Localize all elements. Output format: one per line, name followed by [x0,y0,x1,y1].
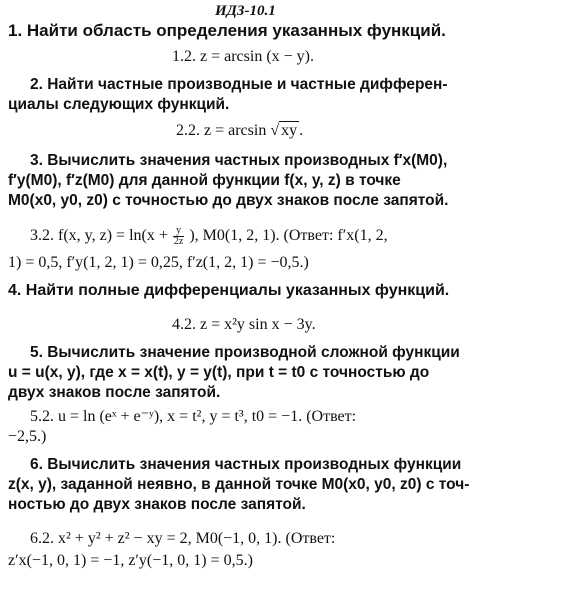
section-2-line-2: циалы следующих функций. [8,96,230,113]
section-6-line-2: z(x, y), заданной неявно, в данной точке M0(x0, y0, z0) с точ- [8,476,470,493]
formula-text: 2.2. z = arcsin [176,122,267,139]
formula-text: ), M0(1, 2, 1). (Ответ: f′x(1, 2, [189,227,388,245]
problem-3-2-answer: 1) = 0,5, f′y(1, 2, 1) = 0,25, f′z(1, 2, 1) = −0,5.) [8,254,309,271]
fraction [173,226,184,247]
problem-6-2-answer: z′x(−1, 0, 1) = −1, z′y(−1, 0, 1) = 0,5.) [8,552,253,569]
sqrt-sign: √ [270,122,280,139]
section-1-heading: 1. Найти область определения указанных функций. [8,21,446,40]
problem-5-2-answer: −2,5.) [8,428,47,445]
section-6-line-1: 6. Вычислить значения частных производных функции [30,456,462,473]
sqrt-radicand: xy [281,122,298,139]
section-2-line-1: 2. Найти частные производные и частные дифферен- [30,76,448,93]
fraction-numerator: y [173,226,184,237]
fraction-denominator: 2z [173,236,184,247]
problem-5-2-formula: 5.2. u = ln (eˣ + e⁻ʸ), x = t², y = t³, t0 = −1. (Ответ: [30,408,357,425]
section-5-line-2: u = u(x, y), где x = x(t), y = y(t), при t = t0 с точностью до [8,364,430,381]
problem-1-2-formula: 1.2. z = arcsin (x − y). [172,48,315,65]
problem-4-2-formula: 4.2. z = x²y sin x − 3y. [172,316,316,333]
section-3-line-3: M0(x0, y0, z0) с точностью до двух знаков после запятой. [8,192,449,209]
problem-3-2-formula [30,226,388,247]
section-5-line-3: двух знаков после запятой. [8,384,221,401]
section-4-heading: 4. Найти полные дифференциалы указанных функций. [8,282,450,299]
problem-6-2-formula: 6.2. x² + y² + z² − xy = 2, M0(−1, 0, 1). (Ответ: [30,530,336,547]
section-5-line-1: 5. Вычислить значение производной сложной функции [30,344,460,361]
section-3-line-2: f′y(M0), f′z(M0) для данной функции f(x, y, z) в точке [8,172,401,189]
formula-text: 3.2. f(x, y, z) = ln(x + [30,227,168,245]
formula-end: . [299,122,304,139]
problem-2-2-formula [176,122,303,140]
section-3-line-1: 3. Вычислить значения частных производных f′x(M0), [30,152,448,169]
doc-title: ИДЗ-10.1 [215,3,276,19]
section-6-line-3: ностью до двух знаков после запятой. [8,496,306,513]
